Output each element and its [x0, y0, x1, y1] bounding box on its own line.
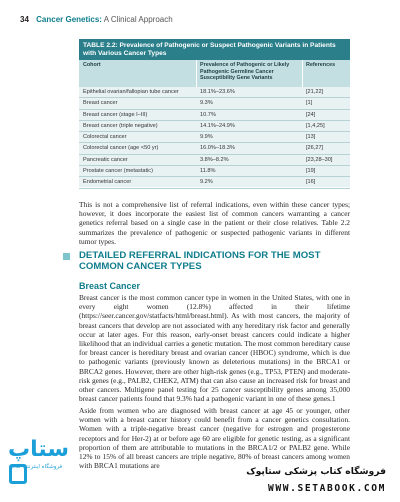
aside-paragraph: Aside from women who are diagnosed with breast cancer at age 45 or younger, other women with a breast cancer history could benefit from a cancer genetics consultation. Women with a triple-negative breast cancer (negative for estrogen and progesterone receptors and for Her-2) at or before age 60 are eligible for genetic testing, as a significant proportion of them are attributable to mutations in the BRCA1/2 or PALB2 gene. While 12% to 15% of all breast cancers are triple negative, 80% of breast cancers among women with BRCA1 mutations are	[79, 406, 350, 471]
logo-text: ستاپ	[8, 437, 69, 462]
reference-cell: [26,27]	[306, 145, 324, 152]
prevalence-cell: 11.8%	[200, 168, 216, 175]
prevalence-cell: 16.0%–18.3%	[200, 145, 235, 152]
subheading-breast-cancer: Breast Cancer	[79, 281, 141, 291]
column-divider	[196, 60, 197, 87]
prevalence-cell: 10.7%	[200, 111, 216, 118]
table-row	[79, 155, 350, 166]
column-header-cohort: Cohort	[83, 62, 101, 68]
prevalence-table	[79, 39, 350, 187]
breast-cancer-paragraph: Breast cancer is the most common cancer type in women in the United States, with one in every eight women (12.8%) affected in their lifetime (https://seer.cancer.gov/statfacts/html/breast.html). As with most cancers, the majority of breast cancers that develop are not associated with any hereditary risk factor and generally occur at later ages. For this reason, early-onset breast cancers could indicate a higher likelihood that an individual carries a genetic mutation. The most common hereditary cause for breast cancer is hereditary breast and ovarian cancer (HBOC) syndrome, which is due to pathogenic variants (previously known as deleterious mutations) in the BRCA1 or BRCA2 genes. However, there are other high-risk genes (e.g., TP53, PTEN) and moderate-risk genes (e.g., PALB2, CHEK2, ATM) that can also cause an increased risk for breast and other cancers. Multigene panel testing for 25 cancer susceptibility genes among 35,000 breast cancer patients found that 9.3% had a pathogenic variant in one of these genes.1	[79, 293, 350, 404]
page-number: 34	[20, 15, 29, 24]
running-header	[20, 13, 360, 27]
prevalence-cell: 9.3%	[200, 100, 213, 107]
table-body	[79, 87, 350, 189]
prevalence-cell: 14.1%–24.9%	[200, 122, 235, 129]
cohort-cell: Colorectal cancer	[83, 134, 127, 141]
cohort-cell: Breast cancer	[83, 100, 118, 107]
section-bullet-icon	[63, 253, 70, 260]
book-subtitle: A Clinical Approach	[103, 15, 173, 24]
reference-cell: [1]	[306, 100, 313, 107]
cohort-cell: Endometrial cancer	[83, 179, 132, 186]
cohort-cell: Breast cancer (stage I–III)	[83, 111, 148, 118]
table-title: TABLE 2.2: Prevalence of Pathogenic or Suspect Pathogenic Variants in Patients with Various Cancer Types	[79, 39, 350, 60]
shop-url: WWW.SETABOOK.COM	[267, 483, 386, 494]
column-header-prevalence: Prevalence of Pathogenic or Likely Pathogenic Germline Cancer Susceptibility Gene Variants	[200, 62, 290, 82]
table-row	[79, 110, 350, 121]
table-row	[79, 166, 350, 177]
table-row	[79, 143, 350, 154]
logo-wordmark	[8, 437, 69, 463]
reference-cell: [23,28–30]	[306, 156, 333, 163]
prevalence-cell: 3.8%–8.2%	[200, 156, 229, 163]
cohort-cell: Breast cancer (triple negative)	[83, 122, 158, 129]
table-row	[79, 132, 350, 143]
prevalence-cell: 9.9%	[200, 134, 213, 141]
book-title: Cancer Genetics:	[36, 15, 102, 24]
column-header-references: References	[306, 62, 336, 68]
logo-tagline: فروشگاه اینترنتی کتاب	[9, 464, 63, 470]
column-divider	[302, 60, 303, 87]
cohort-cell: Prostate cancer (metastatic)	[83, 168, 153, 175]
table-row	[79, 98, 350, 109]
table-row	[79, 121, 350, 132]
reference-cell: [24]	[306, 111, 316, 118]
reference-cell: [19]	[306, 168, 316, 175]
cohort-cell: Pancreatic cancer	[83, 156, 128, 163]
table-row	[79, 177, 350, 188]
cohort-cell: Epithelial ovarian/fallopian tube cancer	[83, 89, 179, 95]
intro-paragraph: This is not a comprehensive list of referral indications, even within these cancer types; however, it does incorporate the easiest list of common cancers warranting a cancer genetics referral based on a single case in the patient or their close relatives. Table 2.2 summarizes the prevalence of pathogenic or suspected pathogenic variants in different tumor types.	[79, 200, 350, 246]
table-row	[79, 87, 350, 98]
shop-name: فروشگاه کتاب پزشکی ستاپوک	[246, 466, 386, 477]
reference-cell: [13]	[306, 134, 316, 141]
reference-cell: [21,22]	[306, 89, 324, 95]
section-heading: DETAILED REFERRAL INDICATIONS FOR THE MOST COMMON CANCER TYPES	[79, 250, 321, 272]
reference-cell: [16]	[306, 179, 316, 186]
prevalence-cell: 9.2%	[200, 179, 213, 186]
reference-cell: [1,4,25]	[306, 122, 325, 129]
publisher-logo	[4, 437, 68, 475]
prevalence-cell: 18.1%–23.6%	[200, 89, 235, 95]
cohort-cell: Colorectal cancer (age <50 yr)	[83, 145, 159, 152]
table-header-row	[79, 60, 350, 87]
